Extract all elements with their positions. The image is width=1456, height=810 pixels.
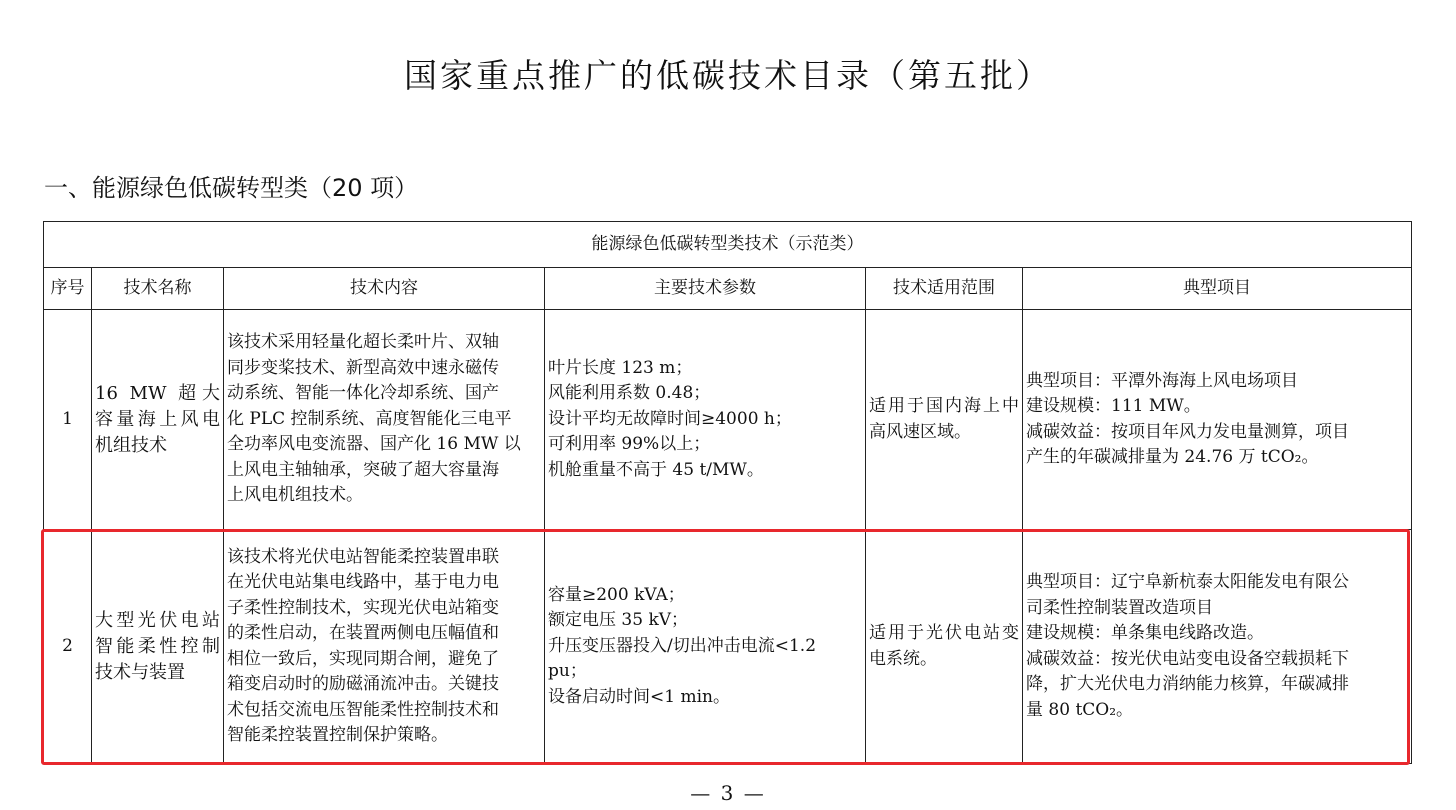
- technology-content: [224, 530, 545, 764]
- content-line: 智能柔控装置控制保护策略。: [227, 725, 448, 745]
- header-content: 技术内容: [224, 268, 545, 310]
- content-line: 箱变启动时的励磁涌流冲击。关键技: [227, 674, 499, 694]
- content-line: 该技术将光伏电站智能柔控装置串联: [227, 546, 499, 567]
- content-line: 术包括交流电压智能柔性控制技术和: [227, 699, 499, 720]
- param-line: pu；: [548, 661, 587, 682]
- content-line: 上风电主轴轴承，突破了超大容量海: [227, 459, 499, 480]
- header-project: 典型项目: [1023, 268, 1412, 310]
- project-line: 建设规模：111 MW。: [1026, 396, 1201, 416]
- param-line: 额定电压 35 kV；: [548, 610, 689, 631]
- project-line: 降，扩大光伏电力消纳能力核算，年碳减排: [1026, 674, 1349, 694]
- row-number: 1: [44, 310, 92, 530]
- param-line: 升压变压器投入/切出冲击电流<1.2: [548, 635, 817, 656]
- page-number: — 3 —: [690, 781, 766, 805]
- typical-project: [1023, 530, 1412, 764]
- content-line: 全功率风电变流器、国产化 16 MW 以: [227, 434, 521, 455]
- technical-parameters: [545, 530, 866, 764]
- project-line: 量 80 tCO₂。: [1026, 699, 1134, 720]
- document-title: 国家重点推广的低碳技术目录（第五批）: [404, 56, 1052, 95]
- content-line: 上风电机组技术。: [227, 485, 363, 506]
- content-line: 在光伏电站集电线路中，基于电力电: [227, 572, 499, 592]
- project-line: 减碳效益：按光伏电站变电设备空载损耗下: [1026, 648, 1349, 669]
- param-line: 机舱重量不高于 45 t/MW。: [548, 459, 764, 480]
- content-line: 化 PLC 控制系统、高度智能化三电平: [227, 408, 512, 429]
- technical-parameters: [545, 310, 866, 530]
- project-line: 典型项目：平潭外海海上风电场项目: [1026, 370, 1298, 391]
- table-row: [44, 310, 1412, 530]
- param-line: 容量≥200 kVA；: [548, 584, 685, 605]
- typical-project: [1023, 310, 1412, 530]
- param-line: 设备启动时间<1 min。: [548, 686, 730, 707]
- project-line: 司柔性控制装置改造项目: [1026, 597, 1213, 618]
- content-line: 子柔性控制技术，实现光伏电站箱变: [227, 597, 499, 618]
- project-line: 典型项目：辽宁阜新杭泰太阳能发电有限公: [1026, 572, 1349, 592]
- project-line: 建设规模：单条集电线路改造。: [1026, 623, 1264, 643]
- section-heading: 一、能源绿色低碳转型类（20 项）: [44, 174, 419, 202]
- application-scope: 适用于光伏电站变电系统。: [866, 530, 1023, 764]
- content-line: 动系统、智能一体化冷却系统、国产: [227, 383, 499, 404]
- header-no: 序号: [44, 268, 92, 310]
- row-number: 2: [44, 530, 92, 764]
- application-scope: 适用于国内海上中高风速区域。: [866, 310, 1023, 530]
- header-name: 技术名称: [92, 268, 224, 310]
- technology-name: 16 MW 超大容量海上风电机组技术: [92, 310, 224, 530]
- param-line: 可利用率 99%以上；: [548, 434, 711, 455]
- technology-table: [43, 221, 1412, 764]
- param-line: 风能利用系数 0.48；: [548, 383, 711, 404]
- content-line: 同步变桨技术、新型高效中速永磁传: [227, 357, 499, 378]
- param-line: 叶片长度 123 m；: [548, 357, 693, 378]
- header-params: 主要技术参数: [545, 268, 866, 310]
- project-line: 产生的年碳减排量为 24.76 万 tCO₂。: [1026, 447, 1319, 467]
- table-header-row: [44, 268, 1412, 310]
- content-line: 相位一致后，实现同期合闸，避免了: [227, 648, 499, 669]
- header-scope: 技术适用范围: [866, 268, 1023, 310]
- project-line: 减碳效益：按项目年风力发电量测算，项目: [1026, 421, 1349, 442]
- technology-name: 大型光伏电站智能柔性控制技术与装置: [92, 530, 224, 764]
- technology-content: [224, 310, 545, 530]
- table-row: [44, 530, 1412, 764]
- category-band: 能源绿色低碳转型类技术（示范类）: [44, 222, 1412, 268]
- content-line: 的柔性启动，在装置两侧电压幅值和: [227, 623, 499, 643]
- content-line: 该技术采用轻量化超长柔叶片、双轴: [227, 332, 499, 353]
- param-line: 设计平均无故障时间≥4000 h；: [548, 408, 792, 429]
